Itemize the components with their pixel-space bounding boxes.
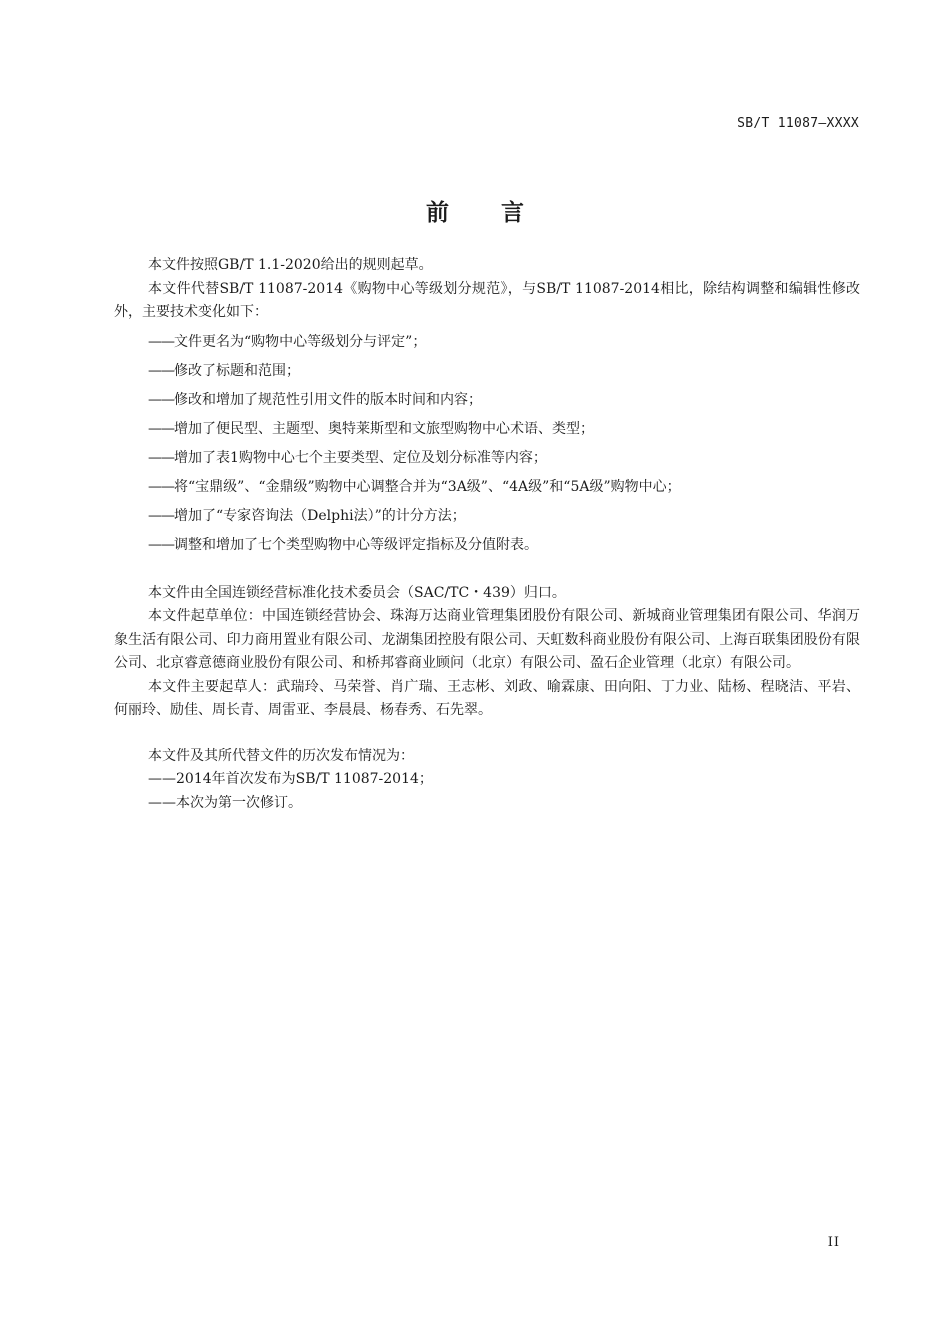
list-item-text: 调整和增加了七个类型购物中心等级评定指标及分值附表。 (174, 536, 538, 553)
list-item (114, 444, 860, 473)
list-item-text: 文件更名为“购物中心等级划分与评定”； (174, 333, 427, 350)
list-item (114, 473, 860, 502)
list-dash: —— (148, 391, 174, 408)
list-dash: —— (148, 420, 174, 437)
list-item (114, 502, 860, 531)
drafting-rule-paragraph: 本文件按照GB/T 1.1-2020给出的规则起草。 (148, 257, 433, 273)
technical-changes-list (114, 328, 860, 560)
page-number: II (827, 1235, 840, 1250)
authority-paragraph: 本文件由全国连锁经营标准化技术委员会（SAC/TC・439）归口。 (148, 584, 566, 601)
drafting-units-paragraph: 本文件起草单位：中国连锁经营协会、珠海万达商业管理集团股份有限公司、新城商业管理集团有限公司、华润万象生活有限公司、印力商用置业有限公司、龙湖集团控股有限公司、天虹数科商业股份有限公司、上海百联集团股份有限公司、北京睿意德商业股份有限公司、和桥邦睿商业顾问（北京）有限公司、盈石企业管理（北京）有限公司。 (114, 608, 860, 671)
list-item (114, 415, 860, 444)
list-item (114, 328, 860, 357)
list-dash: —— (148, 333, 174, 350)
list-item-text: 增加了便民型、主题型、奥特莱斯型和文旅型购物中心术语、类型； (174, 420, 594, 437)
list-item-text: 修改和增加了规范性引用文件的版本时间和内容； (174, 391, 482, 408)
list-item (114, 357, 860, 386)
list-dash: —— (148, 536, 174, 553)
history-list (114, 768, 860, 815)
history-intro: 本文件及其所代替文件的历次发布情况为： (148, 747, 414, 764)
list-dash: —— (148, 362, 174, 379)
list-item: ——2014年首次发布为SB/T 11087-2014； (148, 771, 433, 787)
replacement-paragraph: 本文件代替SB/T 11087-2014《购物中心等级划分规范》，与SB/T 11087-2014相比，除结构调整和编辑性修改外，主要技术变化如下： (114, 280, 860, 320)
list-dash: —— (148, 449, 174, 466)
list-item-text: 修改了标题和范围； (174, 362, 300, 379)
section-spacer (114, 723, 860, 745)
list-item: ——本次为第一次修订。 (148, 794, 302, 811)
document-code: SB/T 11087—XXXX (737, 116, 859, 131)
list-dash: —— (148, 478, 174, 495)
drafters-paragraph: 本文件主要起草人：武瑞玲、马荣誉、肖广瑞、王志彬、刘政、喻霖康、田向阳、丁力业、陆杨、程晓洁、平岩、何丽玲、励佳、周长青、周雷亚、李晨晨、杨春秀、石先翠。 (114, 678, 860, 718)
list-item-text: 将“宝鼎级”、“金鼎级”购物中心调整合并为“3A级”、“4A级”和“5A级”购物中心； (174, 478, 681, 495)
list-item (114, 386, 860, 415)
section-spacer (114, 560, 860, 582)
page-title: 前言 (426, 200, 576, 226)
list-item-text: 增加了“专家咨询法（Delphi法）”的计分方法； (174, 507, 466, 524)
list-dash: —— (148, 507, 174, 524)
list-item (114, 531, 860, 560)
list-item-text: 增加了表1购物中心七个主要类型、定位及划分标准等内容； (174, 449, 547, 466)
intro-section (114, 254, 860, 815)
